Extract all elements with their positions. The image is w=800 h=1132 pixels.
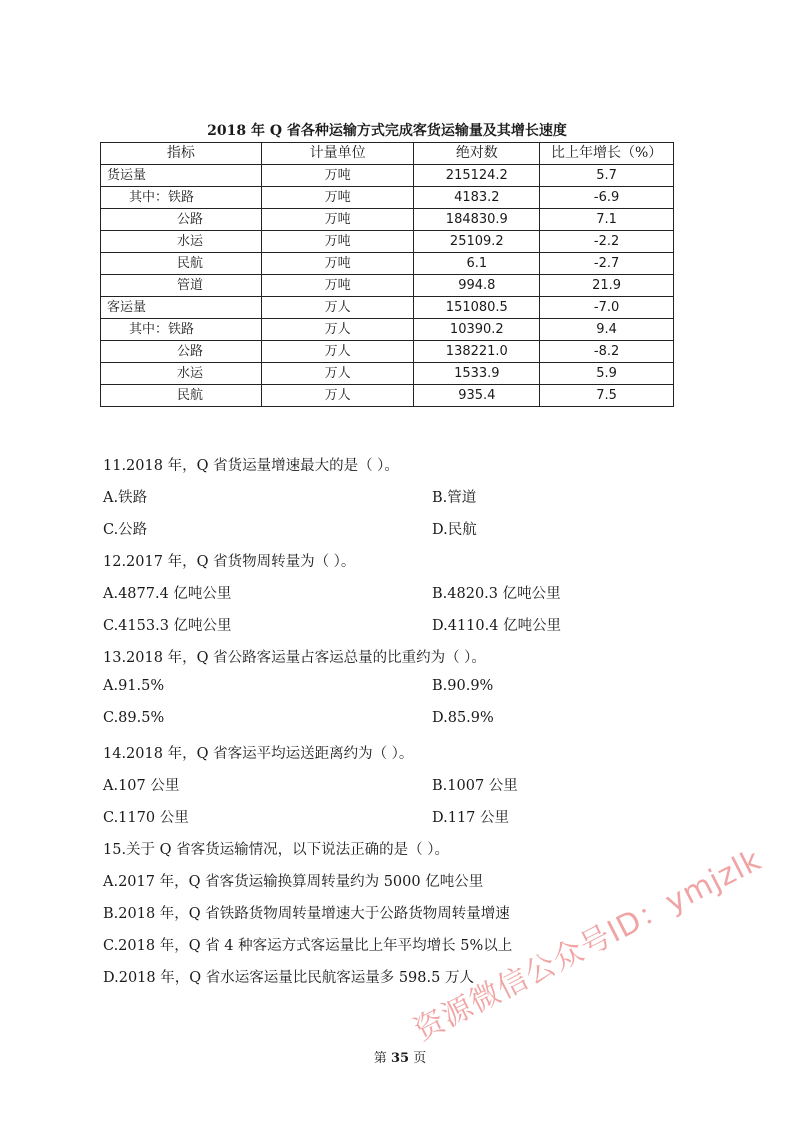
option-c[interactable]: C.公路	[103, 522, 148, 538]
option-d[interactable]: D.117 公里	[432, 810, 510, 826]
option-d[interactable]: D.85.9%	[432, 710, 494, 726]
table-row	[101, 165, 674, 187]
transport-stats-table	[100, 142, 674, 407]
option-a[interactable]: A.4877.4 亿吨公里	[103, 586, 232, 602]
cell-growth: 5.9	[540, 363, 674, 385]
cell-indicator: 其中：铁路	[101, 319, 262, 341]
cell-growth: -7.0	[540, 297, 674, 319]
cell-growth: 7.5	[540, 385, 674, 407]
cell-indicator: 客运量	[101, 297, 262, 319]
cell-absolute: 151080.5	[414, 297, 540, 319]
question-12: 12.2017 年，Q 省货物周转量为（ ）。	[103, 554, 356, 570]
cell-growth: 9.4	[540, 319, 674, 341]
cell-absolute: 184830.9	[414, 209, 540, 231]
cell-indicator: 货运量	[101, 165, 262, 187]
cell-absolute: 215124.2	[414, 165, 540, 187]
cell-indicator: 其中：铁路	[101, 187, 262, 209]
cell-absolute: 138221.0	[414, 341, 540, 363]
cell-growth: 5.7	[540, 165, 674, 187]
cell-unit: 万吨	[261, 275, 414, 297]
header-indicator: 指标	[101, 143, 262, 165]
question-13: 13.2018 年，Q 省公路客运量占客运总量的比重约为（ ）。	[103, 650, 486, 666]
table-title: 2018 年 Q 省各种运输方式完成客货运输量及其增长速度	[207, 123, 567, 139]
header-unit: 计量单位	[261, 143, 414, 165]
option-d[interactable]: D.2018 年，Q 省水运客运量比民航客运量多 598.5 万人	[103, 970, 474, 986]
table-row	[101, 253, 674, 275]
option-a[interactable]: A.107 公里	[103, 778, 180, 794]
option-b[interactable]: B.2018 年，Q 省铁路货物周转量增速大于公路货物周转量增速	[103, 906, 510, 922]
option-c[interactable]: C.2018 年，Q 省 4 种客运方式客运量比上年平均增长 5%以上	[103, 938, 513, 954]
question-15: 15.关于 Q 省客货运输情况，以下说法正确的是（ ）。	[103, 842, 450, 858]
cell-indicator: 水运	[101, 231, 262, 253]
cell-unit: 万吨	[261, 209, 414, 231]
cell-growth: -8.2	[540, 341, 674, 363]
cell-absolute: 10390.2	[414, 319, 540, 341]
table-row	[101, 187, 674, 209]
cell-absolute: 25109.2	[414, 231, 540, 253]
cell-absolute: 994.8	[414, 275, 540, 297]
cell-unit: 万吨	[261, 253, 414, 275]
table-row	[101, 341, 674, 363]
cell-absolute: 1533.9	[414, 363, 540, 385]
cell-unit: 万人	[261, 341, 414, 363]
table-row	[101, 319, 674, 341]
option-c[interactable]: C.89.5%	[103, 710, 165, 726]
option-a[interactable]: A.铁路	[103, 490, 148, 506]
cell-unit: 万人	[261, 385, 414, 407]
cell-growth: -2.2	[540, 231, 674, 253]
table-row	[101, 275, 674, 297]
option-a[interactable]: A.2017 年，Q 省客货运输换算周转量约为 5000 亿吨公里	[103, 874, 484, 890]
cell-unit: 万吨	[261, 231, 414, 253]
table-row	[101, 231, 674, 253]
cell-indicator: 水运	[101, 363, 262, 385]
question-11: 11.2018 年，Q 省货运量增速最大的是（ ）。	[103, 458, 399, 474]
cell-indicator: 管道	[101, 275, 262, 297]
option-d[interactable]: D.4110.4 亿吨公里	[432, 618, 562, 634]
cell-absolute: 6.1	[414, 253, 540, 275]
table-row	[101, 209, 674, 231]
option-a[interactable]: A.91.5%	[103, 678, 165, 694]
option-b[interactable]: B.90.9%	[432, 678, 494, 694]
cell-unit: 万吨	[261, 187, 414, 209]
header-growth: 比上年增长（%）	[540, 143, 674, 165]
cell-indicator: 公路	[101, 341, 262, 363]
page-value: 35	[390, 1051, 410, 1066]
option-c[interactable]: C.1170 公里	[103, 810, 189, 826]
watermark: 资源微信公众号ID：ymjzlk	[408, 842, 768, 1049]
cell-unit: 万人	[261, 319, 414, 341]
cell-indicator: 公路	[101, 209, 262, 231]
cell-unit: 万人	[261, 297, 414, 319]
cell-growth: -6.9	[540, 187, 674, 209]
option-b[interactable]: B.管道	[432, 490, 477, 506]
table-row	[101, 297, 674, 319]
table-header-row	[101, 143, 674, 165]
cell-growth: -2.7	[540, 253, 674, 275]
header-absolute: 绝对数	[414, 143, 540, 165]
table-row	[101, 363, 674, 385]
cell-indicator: 民航	[101, 253, 262, 275]
cell-unit: 万吨	[261, 165, 414, 187]
question-14: 14.2018 年，Q 省客运平均运送距离约为（ ）。	[103, 746, 414, 762]
cell-unit: 万人	[261, 363, 414, 385]
option-c[interactable]: C.4153.3 亿吨公里	[103, 618, 232, 634]
cell-growth: 7.1	[540, 209, 674, 231]
page-number	[0, 1047, 800, 1066]
cell-growth: 21.9	[540, 275, 674, 297]
page-prefix: 第	[373, 1051, 387, 1066]
option-b[interactable]: B.4820.3 亿吨公里	[432, 586, 561, 602]
cell-absolute: 935.4	[414, 385, 540, 407]
page-suffix: 页	[413, 1051, 427, 1066]
cell-indicator: 民航	[101, 385, 262, 407]
cell-absolute: 4183.2	[414, 187, 540, 209]
option-d[interactable]: D.民航	[432, 522, 477, 538]
option-b[interactable]: B.1007 公里	[432, 778, 518, 794]
table-row	[101, 385, 674, 407]
